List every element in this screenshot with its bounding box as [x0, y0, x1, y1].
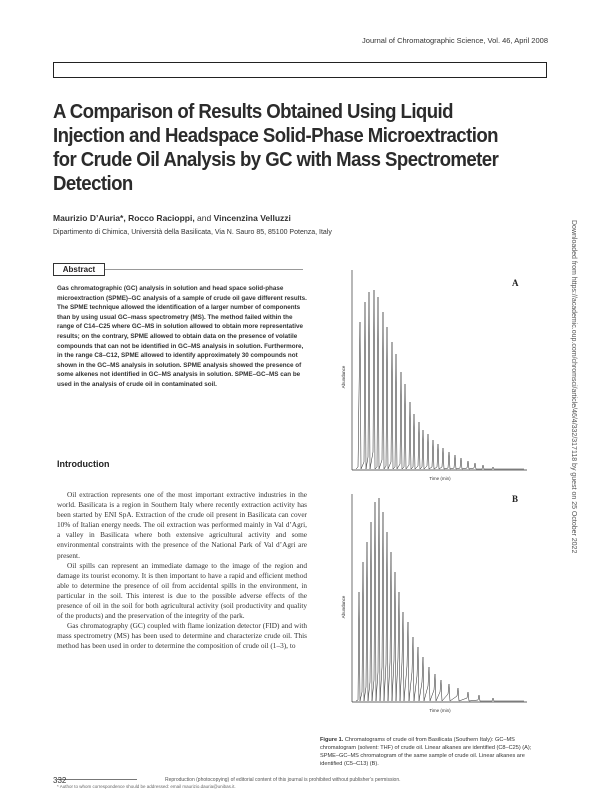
page-number: 332	[53, 776, 67, 785]
panel-a-ylabel: Abundance	[341, 365, 346, 389]
abstract-rule	[105, 269, 303, 270]
author-names: Maurizio D’Auria*, Rocco Racioppi,	[53, 213, 195, 223]
download-note-text: Downloaded from https://academic.oup.com/chromsci/article/46/4/332/317118 by guest on 25 October 2022	[570, 220, 577, 554]
introduction-heading: Introduction	[57, 459, 110, 469]
panel-a-xlabel: Time (min)	[429, 476, 451, 481]
intro-paragraph: Oil extraction represents one of the most important extractive industries in the world. Basilicata is a region in Southern Italy where recently extraction activity has been started by ENI SpA. Extraction of the crude oil present in Basilicata can cover 10% of Italian energy needs. The oil extraction was performed mainly in Val d’Agri, a valley in Basilicata where both extensive agricultural activity and some environmental constraints with the presence of the National Park of Val d’Agri are present.	[57, 490, 307, 560]
article-title: A Comparison of Results Obtained Using Liquid Injection and Headspace Solid-Phase Microextraction for Crude Oil Analysis by GC with Mass Spectrometer Detection	[53, 101, 499, 195]
panel-b-xlabel: Time (min)	[429, 708, 451, 713]
reproduction-notice: Reproduction (photocopying) of editorial content of this journal is prohibited without publisher’s permission.	[165, 777, 401, 783]
intro-paragraph: Oil spills can represent an immediate damage to the image of the region and damage its tourist economy. It is then important to have a rapid and efficient method able to determine the presence of oil from accidental spills in the environment, in particular in the soil. This interest is due to the possible adverse effects of the presence of oil in the soil for both agricultural activity (soil productivity and quality of the products) and the preservation of the integrity of the park.	[57, 560, 307, 621]
header-box	[53, 62, 547, 78]
panel-b-ylabel: Abundance	[341, 595, 346, 619]
abstract-label: Abstract	[53, 263, 105, 276]
figure-caption	[320, 736, 545, 768]
figure-caption-label: Figure 1.	[320, 737, 344, 743]
download-note	[565, 220, 579, 660]
journal-header: Journal of Chromatographic Science, Vol. 46, April 2008	[362, 36, 548, 45]
panel-a-trace	[356, 290, 524, 469]
author-conjunction: and	[194, 213, 214, 223]
panel-a-letter: A	[512, 278, 519, 288]
abstract-text: Gas chromatographic (GC) analysis in solution and head space solid-phase microextraction (SPME)–GC analysis of a sample of crude oil gave different results. The SPME technique allowed the identification of a larger number of components than by using usual GC–mass spectrometry (MS). The method failed within the range of C14–C25 where GC–MS in solution allowed to obtain more representative results; on the contrary, SPME allowed to obtain data on the presence of volatile compounds that can not be identified in GC–MS analysis in solution. Furthermore, in the range C8–C12, SPME allowed to identify approximately 30 compounds not shown in the GC–MS analysis in solution. SPME analysis showed the presence of some alkenes not identified in GC–MS analysis in solution. SPME–GC–MS can be used in the analysis of crude oil in contaminated soil.	[57, 285, 307, 388]
author-list	[53, 213, 291, 223]
panel-b-trace	[356, 498, 524, 701]
chromatogram-svg	[312, 262, 552, 732]
panel-b	[341, 494, 527, 713]
panel-b-letter: B	[512, 494, 519, 504]
footnote-rule	[57, 779, 137, 780]
figure-caption-text: Chromatograms of crude oil from Basilicata (Southern Italy): GC–MS chromatogram (solvent: THF) of crude oil. Linear alkanes are identified (C8–C25) (A); SPME–GC–MS chromatogram of the same sample of crude oil. Linear alkanes are identified (C5–C13) (B).	[320, 737, 532, 767]
panel-a	[341, 270, 527, 481]
footnote: * Author to whom correspondence should be addressed: email maurizio.dauria@unibas.it.	[57, 784, 236, 789]
affiliation: Dipartimento di Chimica, Università della Basilicata, Via N. Sauro 85, 85100 Potenza, Italy	[53, 229, 332, 236]
intro-paragraph: Gas chromatography (GC) coupled with flame ionization detector (FID) and with mass spectrometry (MS) has been used to determine and characterize crude oil. This method has been used in order to determine the composition of crude oil (1–3), to	[57, 621, 307, 651]
chromatogram-figure	[312, 262, 552, 802]
author-last: Vincenzina Velluzzi	[213, 213, 291, 223]
introduction-body	[57, 490, 307, 652]
